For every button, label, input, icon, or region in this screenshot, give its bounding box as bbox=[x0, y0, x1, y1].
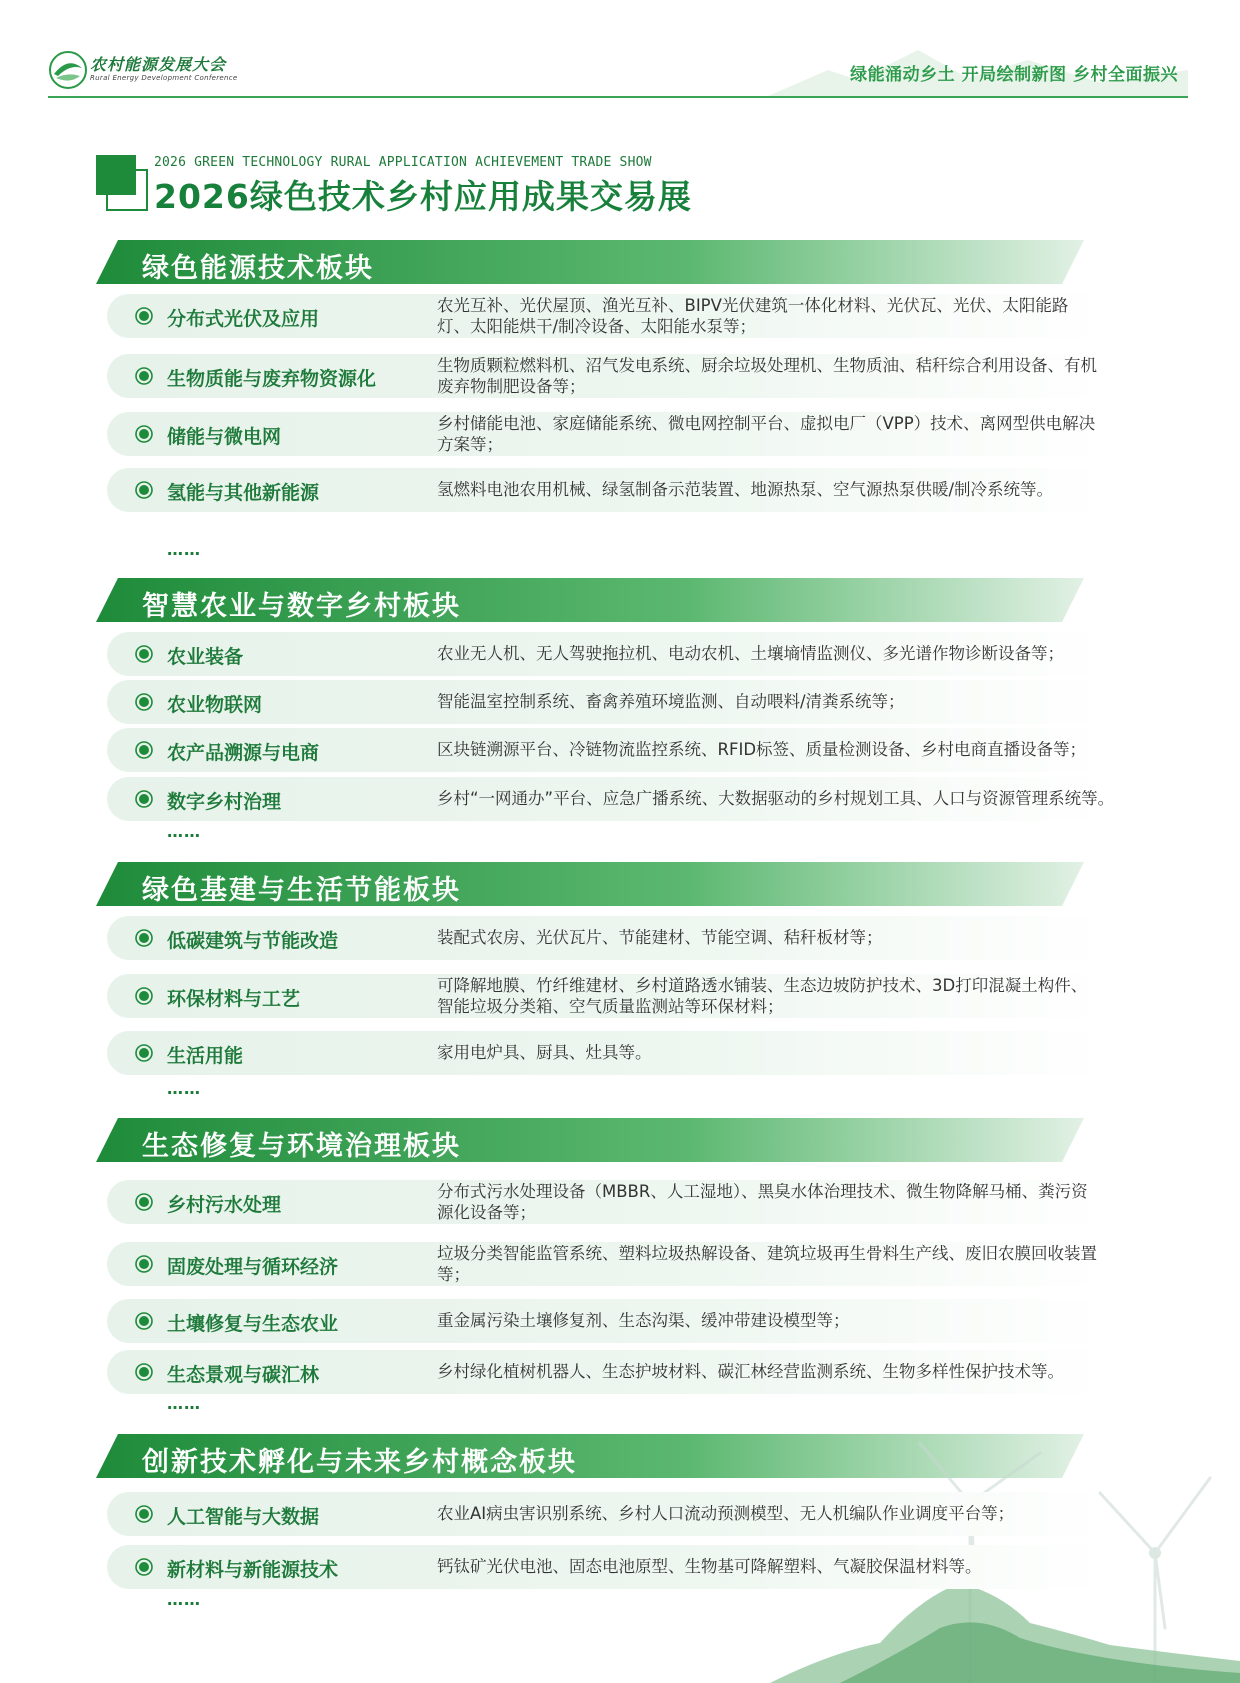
page-title-block bbox=[96, 155, 796, 215]
section-title: 创新技术孵化与未来乡村概念板块 bbox=[142, 1447, 577, 1478]
bullet-circle-icon bbox=[135, 1312, 153, 1330]
more-indicator: …… bbox=[167, 1079, 201, 1098]
item-label: 储能与微电网 bbox=[167, 426, 282, 448]
bullet-circle-icon bbox=[135, 790, 153, 808]
list-item bbox=[107, 412, 1107, 456]
item-label: 农业物联网 bbox=[167, 694, 263, 716]
list-item bbox=[107, 354, 1107, 398]
bullet-circle-icon bbox=[135, 741, 153, 759]
page-header bbox=[48, 40, 1188, 98]
list-item bbox=[107, 777, 1115, 821]
item-description: 钙钛矿光伏电池、固态电池原型、生物基可降解塑料、气凝胶保温材料等。 bbox=[437, 1557, 982, 1576]
item-description: 乡村“一网通办”平台、应急广播系统、大数据驱动的乡村规划工具、人口与资源管理系统等。 bbox=[437, 789, 1115, 808]
list-item bbox=[107, 916, 1107, 960]
list-item bbox=[107, 974, 1107, 1018]
item-label: 生物质能与废弃物资源化 bbox=[167, 368, 377, 390]
bullet-circle-icon bbox=[135, 693, 153, 711]
item-description: 乡村储能电池、家庭储能系统、微电网控制平台、虚拟电厂（VPP）技术、离网型供电解决方案等； bbox=[437, 414, 1096, 454]
bullet-circle-icon bbox=[135, 481, 153, 499]
item-label: 农业装备 bbox=[167, 646, 244, 668]
item-description: 垃圾分类智能监管系统、塑料垃圾热解设备、建筑垃圾再生骨料生产线、废旧农膜回收装置等； bbox=[437, 1244, 1097, 1284]
bullet-circle-icon bbox=[135, 307, 153, 325]
more-indicator: …… bbox=[167, 822, 201, 841]
item-description: 生物质颗粒燃料机、沼气发电系统、厨余垃圾处理机、生物质油、秸秆综合利用设备、有机废弃物制肥设备等； bbox=[437, 356, 1097, 396]
more-indicator: …… bbox=[167, 1394, 201, 1413]
more-indicator: …… bbox=[167, 1590, 201, 1609]
item-description: 氢燃料电池农用机械、绿氢制备示范装置、地源热泵、空气源热泵供暖/制冷系统等。 bbox=[437, 480, 1054, 499]
item-label: 新材料与新能源技术 bbox=[167, 1559, 339, 1581]
more-indicator: …… bbox=[167, 540, 201, 559]
section-title: 绿色能源技术板块 bbox=[142, 253, 374, 284]
list-item bbox=[107, 1180, 1107, 1224]
item-label: 土壤修复与生态农业 bbox=[167, 1313, 339, 1335]
section-title: 生态修复与环境治理板块 bbox=[142, 1131, 461, 1162]
title-outline-square-icon bbox=[106, 169, 148, 211]
item-description: 重金属污染土壤修复剂、生态沟渠、缓冲带建设模型等； bbox=[437, 1311, 850, 1330]
item-description: 分布式污水处理设备（MBBR、人工湿地）、黑臭水体治理技术、微生物降解马桶、粪污资源化设备等； bbox=[437, 1182, 1088, 1222]
header-slogan: 绿能涌动乡土 开局绘制新图 乡村全面振兴 bbox=[850, 65, 1178, 85]
section-header-smart-agriculture bbox=[96, 578, 1084, 622]
list-item bbox=[107, 728, 1107, 772]
item-label: 固废处理与循环经济 bbox=[167, 1256, 339, 1278]
item-label: 环保材料与工艺 bbox=[167, 988, 301, 1010]
section-title: 绿色基建与生活节能板块 bbox=[142, 875, 461, 906]
bullet-circle-icon bbox=[135, 1193, 153, 1211]
bullet-circle-icon bbox=[135, 1255, 153, 1273]
bullet-circle-icon bbox=[135, 1505, 153, 1523]
item-label: 数字乡村治理 bbox=[167, 791, 282, 813]
list-item bbox=[107, 1545, 1107, 1589]
section-header-ecological-restoration bbox=[96, 1118, 1084, 1162]
item-description: 乡村绿化植树机器人、生态护坡材料、碳汇林经营监测系统、生物多样性保护技术等。 bbox=[437, 1362, 1064, 1381]
list-item bbox=[107, 1299, 1107, 1343]
item-label: 生态景观与碳汇林 bbox=[167, 1364, 320, 1386]
bullet-circle-icon bbox=[135, 425, 153, 443]
list-item bbox=[107, 1492, 1107, 1536]
bullet-circle-icon bbox=[135, 1363, 153, 1381]
item-description: 智能温室控制系统、畜禽养殖环境监测、自动喂料/清粪系统等； bbox=[437, 692, 905, 711]
bullet-circle-icon bbox=[135, 929, 153, 947]
title-english: 2026 GREEN TECHNOLOGY RURAL APPLICATION ACHIEVEMENT TRADE SHOW bbox=[154, 155, 652, 170]
item-label: 分布式光伏及应用 bbox=[167, 308, 320, 330]
list-item bbox=[107, 468, 1107, 512]
bullet-circle-icon bbox=[135, 987, 153, 1005]
section-header-green-energy bbox=[96, 240, 1084, 284]
item-description: 区块链溯源平台、冷链物流监控系统、RFID标签、质量检测设备、乡村电商直播设备等； bbox=[437, 740, 1087, 759]
logo-text: 农村能源发展大会 bbox=[90, 55, 227, 74]
logo bbox=[48, 50, 288, 90]
item-description: 可降解地膜、竹纤维建材、乡村道路透水铺装、生态边坡防护技术、3D打印混凝土构件、智能垃圾分类箱、空气质量监测站等环保材料； bbox=[437, 976, 1088, 1016]
bullet-circle-icon bbox=[135, 1044, 153, 1062]
item-label: 农产品溯源与电商 bbox=[167, 742, 320, 764]
leaf-logo-icon bbox=[48, 50, 88, 90]
item-description: 农业AI病虫害识别系统、乡村人口流动预测模型、无人机编队作业调度平台等； bbox=[437, 1504, 1015, 1523]
list-item bbox=[107, 1242, 1107, 1286]
item-description: 农业无人机、无人驾驶拖拉机、电动农机、土壤墒情监测仪、多光谱作物诊断设备等； bbox=[437, 644, 1064, 663]
bullet-circle-icon bbox=[135, 1558, 153, 1576]
item-description: 家用电炉具、厨具、灶具等。 bbox=[437, 1043, 652, 1062]
item-label: 乡村污水处理 bbox=[167, 1194, 282, 1216]
item-description: 装配式农房、光伏瓦片、节能建材、节能空调、秸秆板材等； bbox=[437, 928, 883, 947]
page-title: 2026绿色技术乡村应用成果交易展 bbox=[154, 177, 692, 216]
list-item bbox=[107, 680, 1107, 724]
list-item bbox=[107, 632, 1107, 676]
header-divider bbox=[48, 96, 1188, 98]
item-label: 氢能与其他新能源 bbox=[167, 482, 320, 504]
item-description: 农光互补、光伏屋顶、渔光互补、BIPV光伏建筑一体化材料、光伏瓦、光伏、太阳能路灯、太阳能烘干/制冷设备、太阳能水泵等； bbox=[437, 296, 1069, 336]
list-item bbox=[107, 294, 1107, 338]
item-label: 低碳建筑与节能改造 bbox=[167, 930, 339, 952]
item-label: 人工智能与大数据 bbox=[167, 1506, 320, 1528]
bullet-circle-icon bbox=[135, 367, 153, 385]
section-header-green-infrastructure bbox=[96, 862, 1084, 906]
item-label: 生活用能 bbox=[167, 1045, 244, 1067]
bullet-circle-icon bbox=[135, 645, 153, 663]
section-title: 智慧农业与数字乡村板块 bbox=[142, 591, 461, 622]
list-item bbox=[107, 1031, 1107, 1075]
logo-subtext: Rural Energy Development Conference bbox=[90, 74, 238, 82]
